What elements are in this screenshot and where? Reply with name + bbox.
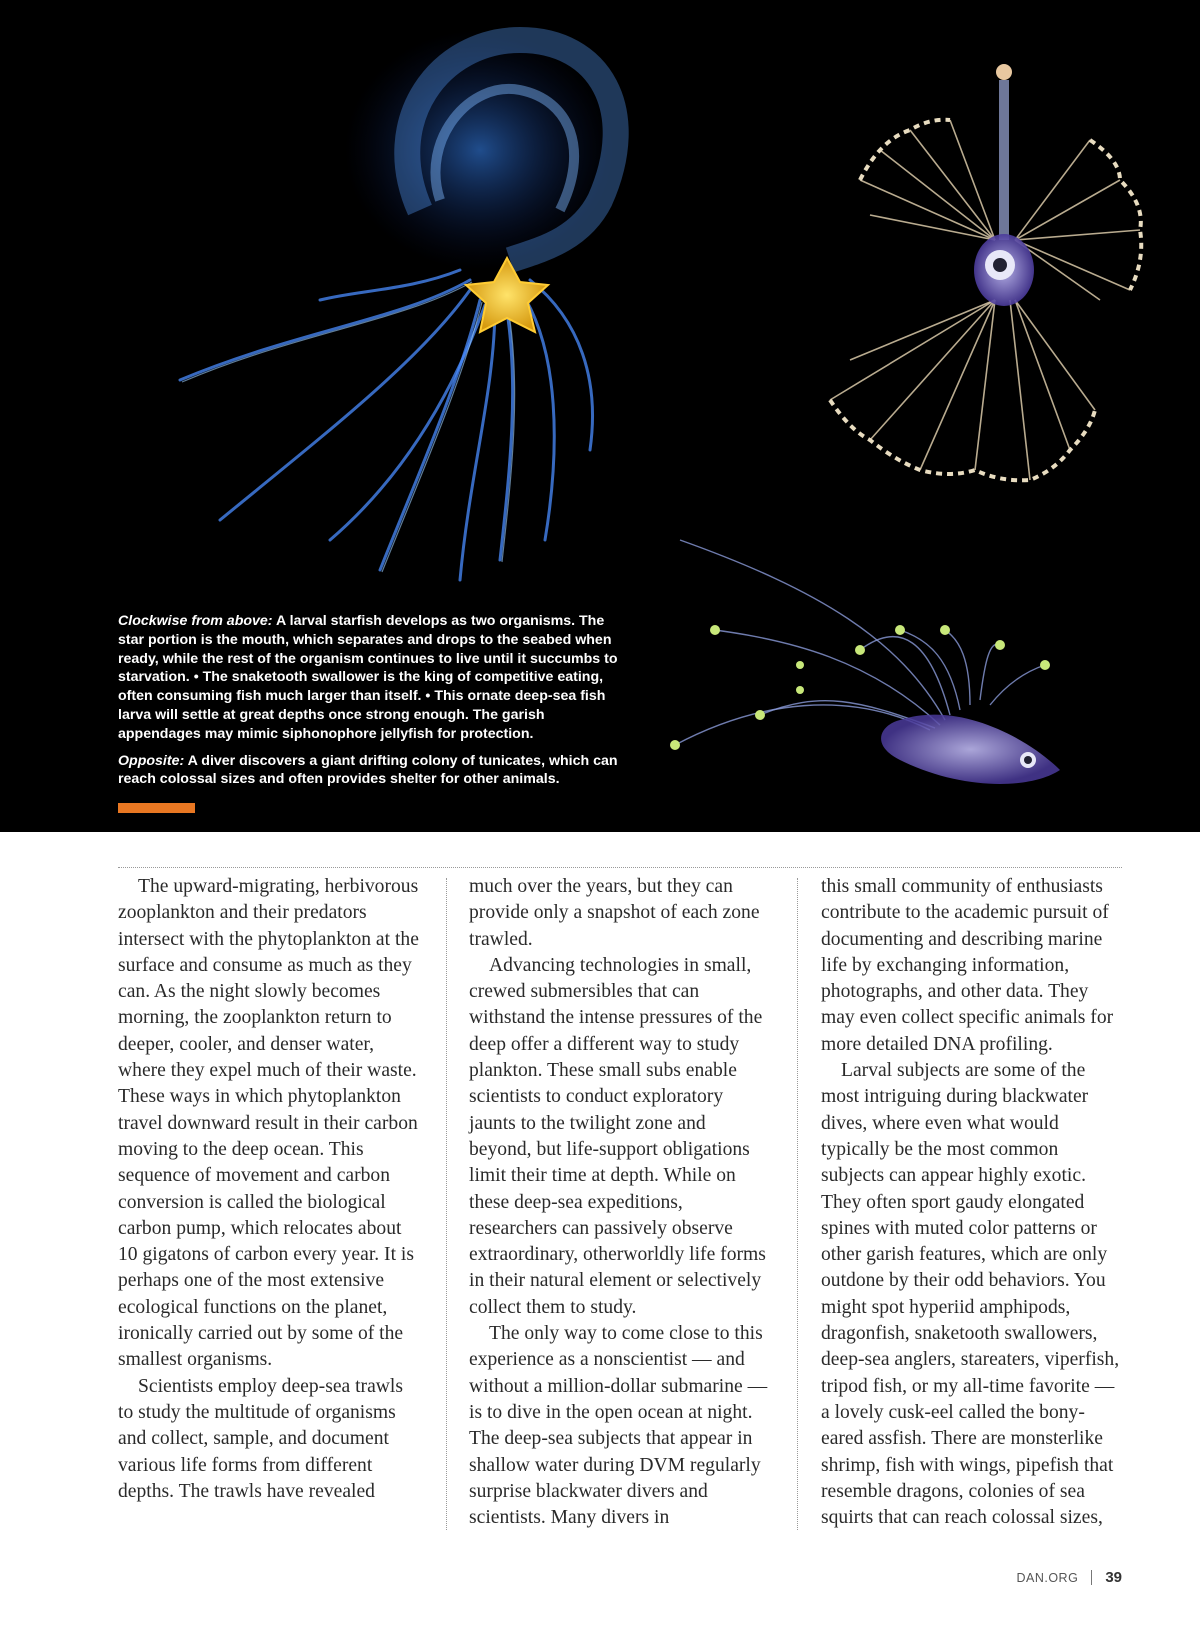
body-paragraph: Advancing technologies in small, crewed submersibles that can withstand the intense pressures of the deep offer a different way to study plankton. These small subs enable scientists to conduct exploratory jaunts to the twilight zone and beyond, but life-support obligations limit their time at depth. While on these deep-sea expeditions, researchers can passively observe extraordinary, otherworldly life forms in their natural element or selectively collect them to study. (469, 954, 766, 1318)
snaketooth-swallower-image (830, 64, 1141, 480)
folio-separator (1091, 1570, 1092, 1585)
caption-paragraph (118, 612, 618, 744)
column-divider (446, 878, 447, 1530)
caption-text: A diver discovers a giant drifting colony of tunicates, which can reach colossal sizes and often provides shelter for other animals. (118, 752, 618, 788)
body-paragraph: The upward-migrating, herbivorous zooplankton and their predators intersect with the phytoplankton at the surface and consume as much as they can. As the night slowly becomes morning, the zooplankton return to deeper, cooler, and denser water, where they expel much of their waste. These ways in which phytoplankton travel downward result in their carbon moving to the deep ocean. This sequence of movement and carbon conversion is called the biological carbon pump, which relocates about 10 gigatons of carbon every year. It is perhaps one of the most extensive ecological functions on the planet, ironically carried out by some of the smallest organisms. (118, 876, 419, 1371)
body-paragraph: this small community of enthusiasts contribute to the academic pursuit of documenting and describing marine life by exchanging information, photographs, and other data. They may even collect specific animals for more detailed DNA profiling. (821, 876, 1114, 1055)
body-column-1 (118, 874, 420, 1505)
body-paragraph: Scientists employ deep-sea trawls to study the multitude of organisms and collect, sample, and document various life forms from different depths. The trawls have revealed (118, 1375, 403, 1502)
body-column-2 (469, 874, 771, 1531)
caption-lead: Clockwise from above: (118, 613, 273, 629)
body-paragraph: Larval subjects are some of the most intriguing during blackwater dives, where even what would typically be the most common subjects can appear highly exotic. They often sport gaudy elongated spines with muted color patterns or other garish features, which are only outdone by their odd behaviors. You might spot hyperiid amphipods, dragonfish, snaketooth swallowers, deep-sea anglers, stareaters, viperfish, tripod fish, or my all-time favorite — a lovely cusk-eel called the bony-eared assfish. There are monsterlike shrimp, fish with wings, pipefish that resemble dragons, colonies of sea squirts that can reach colossal sizes, (821, 1060, 1120, 1529)
section-divider (118, 867, 1122, 868)
caption-lead: Opposite: (118, 752, 185, 769)
caption-accent-bar (118, 803, 195, 813)
deep-sea-fish-larva-image (670, 540, 1060, 784)
caption-text: A larval starfish develops as two organisms. The star portion is the mouth, which separates and drops to the seabed when ready, while the rest of the organism continues to live until it succumbs to starvation. • The snaketooth swallower is the king of competitive eating, often consuming fish much larger than itself. • This ornate deep-sea fish larva will settle at great depths once strong enough. The garish appendages may mimic siphonophore jellyfish for protection. (118, 613, 618, 742)
site-url: DAN.ORG (1016, 1570, 1079, 1585)
photo-caption (118, 612, 618, 797)
column-divider (797, 878, 798, 1530)
caption-paragraph (118, 752, 618, 790)
body-paragraph: much over the years, but they can provide only a snapshot of each zone trawled. (469, 876, 760, 950)
body-column-3 (821, 874, 1123, 1531)
body-paragraph: The only way to come close to this experience as a nonscientist — and without a million-dollar submarine — is to dive in the open ocean at night. The deep-sea subjects that appear in shallow water during DVM regularly surprise blackwater divers and scientists. Many divers in (469, 1323, 768, 1529)
page-footer (1016, 1569, 1122, 1586)
page-number: 39 (1105, 1569, 1122, 1586)
larval-starfish-image (180, 30, 616, 580)
